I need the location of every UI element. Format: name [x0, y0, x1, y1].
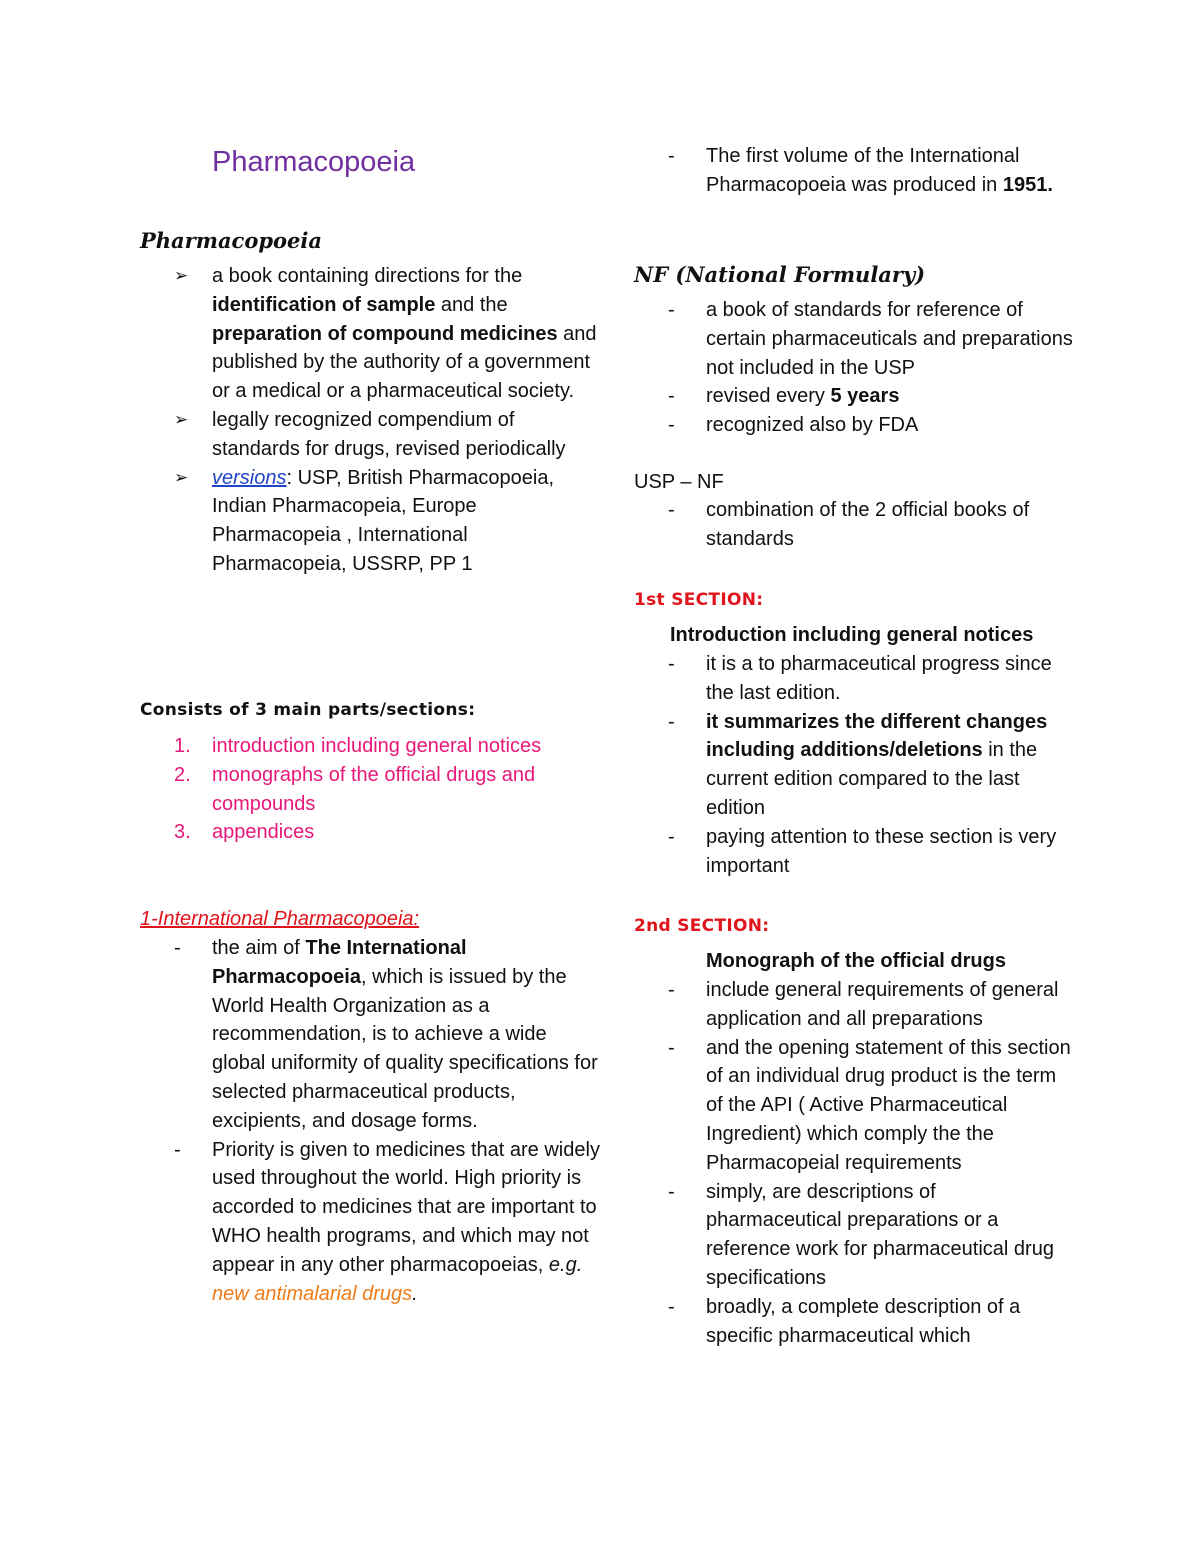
- list-item: ➢ legally recognized compendium of standards for drugs, revised periodically: [140, 406, 600, 464]
- list-item: - simply, are descriptions of pharmaceutical preparations or a reference work for pharmaceutical drug specifications: [668, 1180, 1054, 1289]
- page-title: Pharmacopoeia: [212, 146, 416, 178]
- definition-list: [140, 262, 600, 579]
- section-1-subheading: Introduction including general notices: [670, 624, 1034, 646]
- usp-nf-heading: USP – NF: [634, 471, 724, 493]
- usp-nf-list: [634, 496, 1074, 554]
- list-item: - it is a to pharmaceutical progress since the last edition.: [668, 653, 1052, 704]
- intl-list: [140, 934, 600, 1308]
- list-item: - Priority is given to medicines that are widely used throughout the world. High priority is accorded to medicines that are important to WHO health programs, and which may not appear in any other pharmacopoeias, e.g. new antimalarial drugs.: [174, 1138, 600, 1305]
- list-item: - paying attention to these section is very important: [668, 825, 1057, 877]
- list-item: - include general requirements of general application and all preparations: [668, 979, 1059, 1030]
- parts-heading: Consists of 3 main parts/sections:: [140, 700, 476, 720]
- list-item: - recognized also by FDA: [668, 414, 919, 437]
- list-item: - combination of the 2 official books of standards: [668, 499, 1030, 550]
- section-2-subheading: Monograph of the official drugs: [706, 950, 1006, 972]
- list-item: 1. introduction including general notices: [174, 735, 542, 757]
- section-1-list: [634, 650, 1074, 880]
- list-item: - revised every 5 years: [668, 385, 900, 408]
- section-2-heading: 2nd SECTION:: [634, 916, 770, 936]
- list-item: - a book of standards for reference of certain pharmaceuticals and preparations not included in the USP: [668, 299, 1073, 379]
- section-1-heading: 1st SECTION:: [634, 590, 764, 610]
- versions-link[interactable]: versions: [212, 466, 287, 489]
- list-item: - it summarizes the different changes including additions/deletions in the current edition compared to the last edition: [668, 710, 1048, 819]
- arrow-bullet-icon: ➢: [174, 266, 189, 285]
- first-volume-list: [634, 142, 1074, 200]
- list-item: 2. monographs of the official drugs and compounds: [174, 763, 536, 815]
- list-item: 3. appendices: [174, 821, 315, 844]
- arrow-bullet-icon: ➢: [174, 409, 189, 429]
- list-item: - The first volume of the International Pharmacopoeia was produced in 1951.: [668, 145, 1053, 196]
- pharmacopoeia-heading: Pharmacopoeia: [140, 228, 322, 253]
- list-item: - and the opening statement of this section of an individual drug product is the term of the API ( Active Pharmaceutical Ingredient) which comply the the Pharmacopeial requirements: [668, 1036, 1071, 1174]
- arrow-bullet-icon: ➢: [174, 467, 189, 487]
- nf-heading: NF (National Formulary): [634, 262, 926, 287]
- list-item: - broadly, a complete description of a specific pharmaceutical which: [668, 1295, 1021, 1347]
- parts-list: [140, 732, 600, 847]
- section-2-list: [634, 976, 1074, 1350]
- intl-pharmacopoeia-heading: 1-International Pharmacopoeia:: [140, 908, 420, 930]
- list-item: - the aim of The International Pharmacopoeia, which is issued by the World Health Organization as a recommendation, is to achieve a wide global uniformity of quality specifications for selected pharmaceutical products, excipients, and dosage forms.: [174, 937, 598, 1132]
- list-item: ➢ versions: USP, British Pharmacopoeia, Indian Pharmacopeia, Europe Pharmacopeia , International Pharmacopeia, USSRP, PP 1: [140, 464, 600, 579]
- nf-list: [634, 296, 1074, 440]
- list-item: ➢ a book containing directions for the identification of sample and the preparation of compound medicines and published by the authority of a government or a medical or a pharmaceutical society.: [140, 262, 600, 406]
